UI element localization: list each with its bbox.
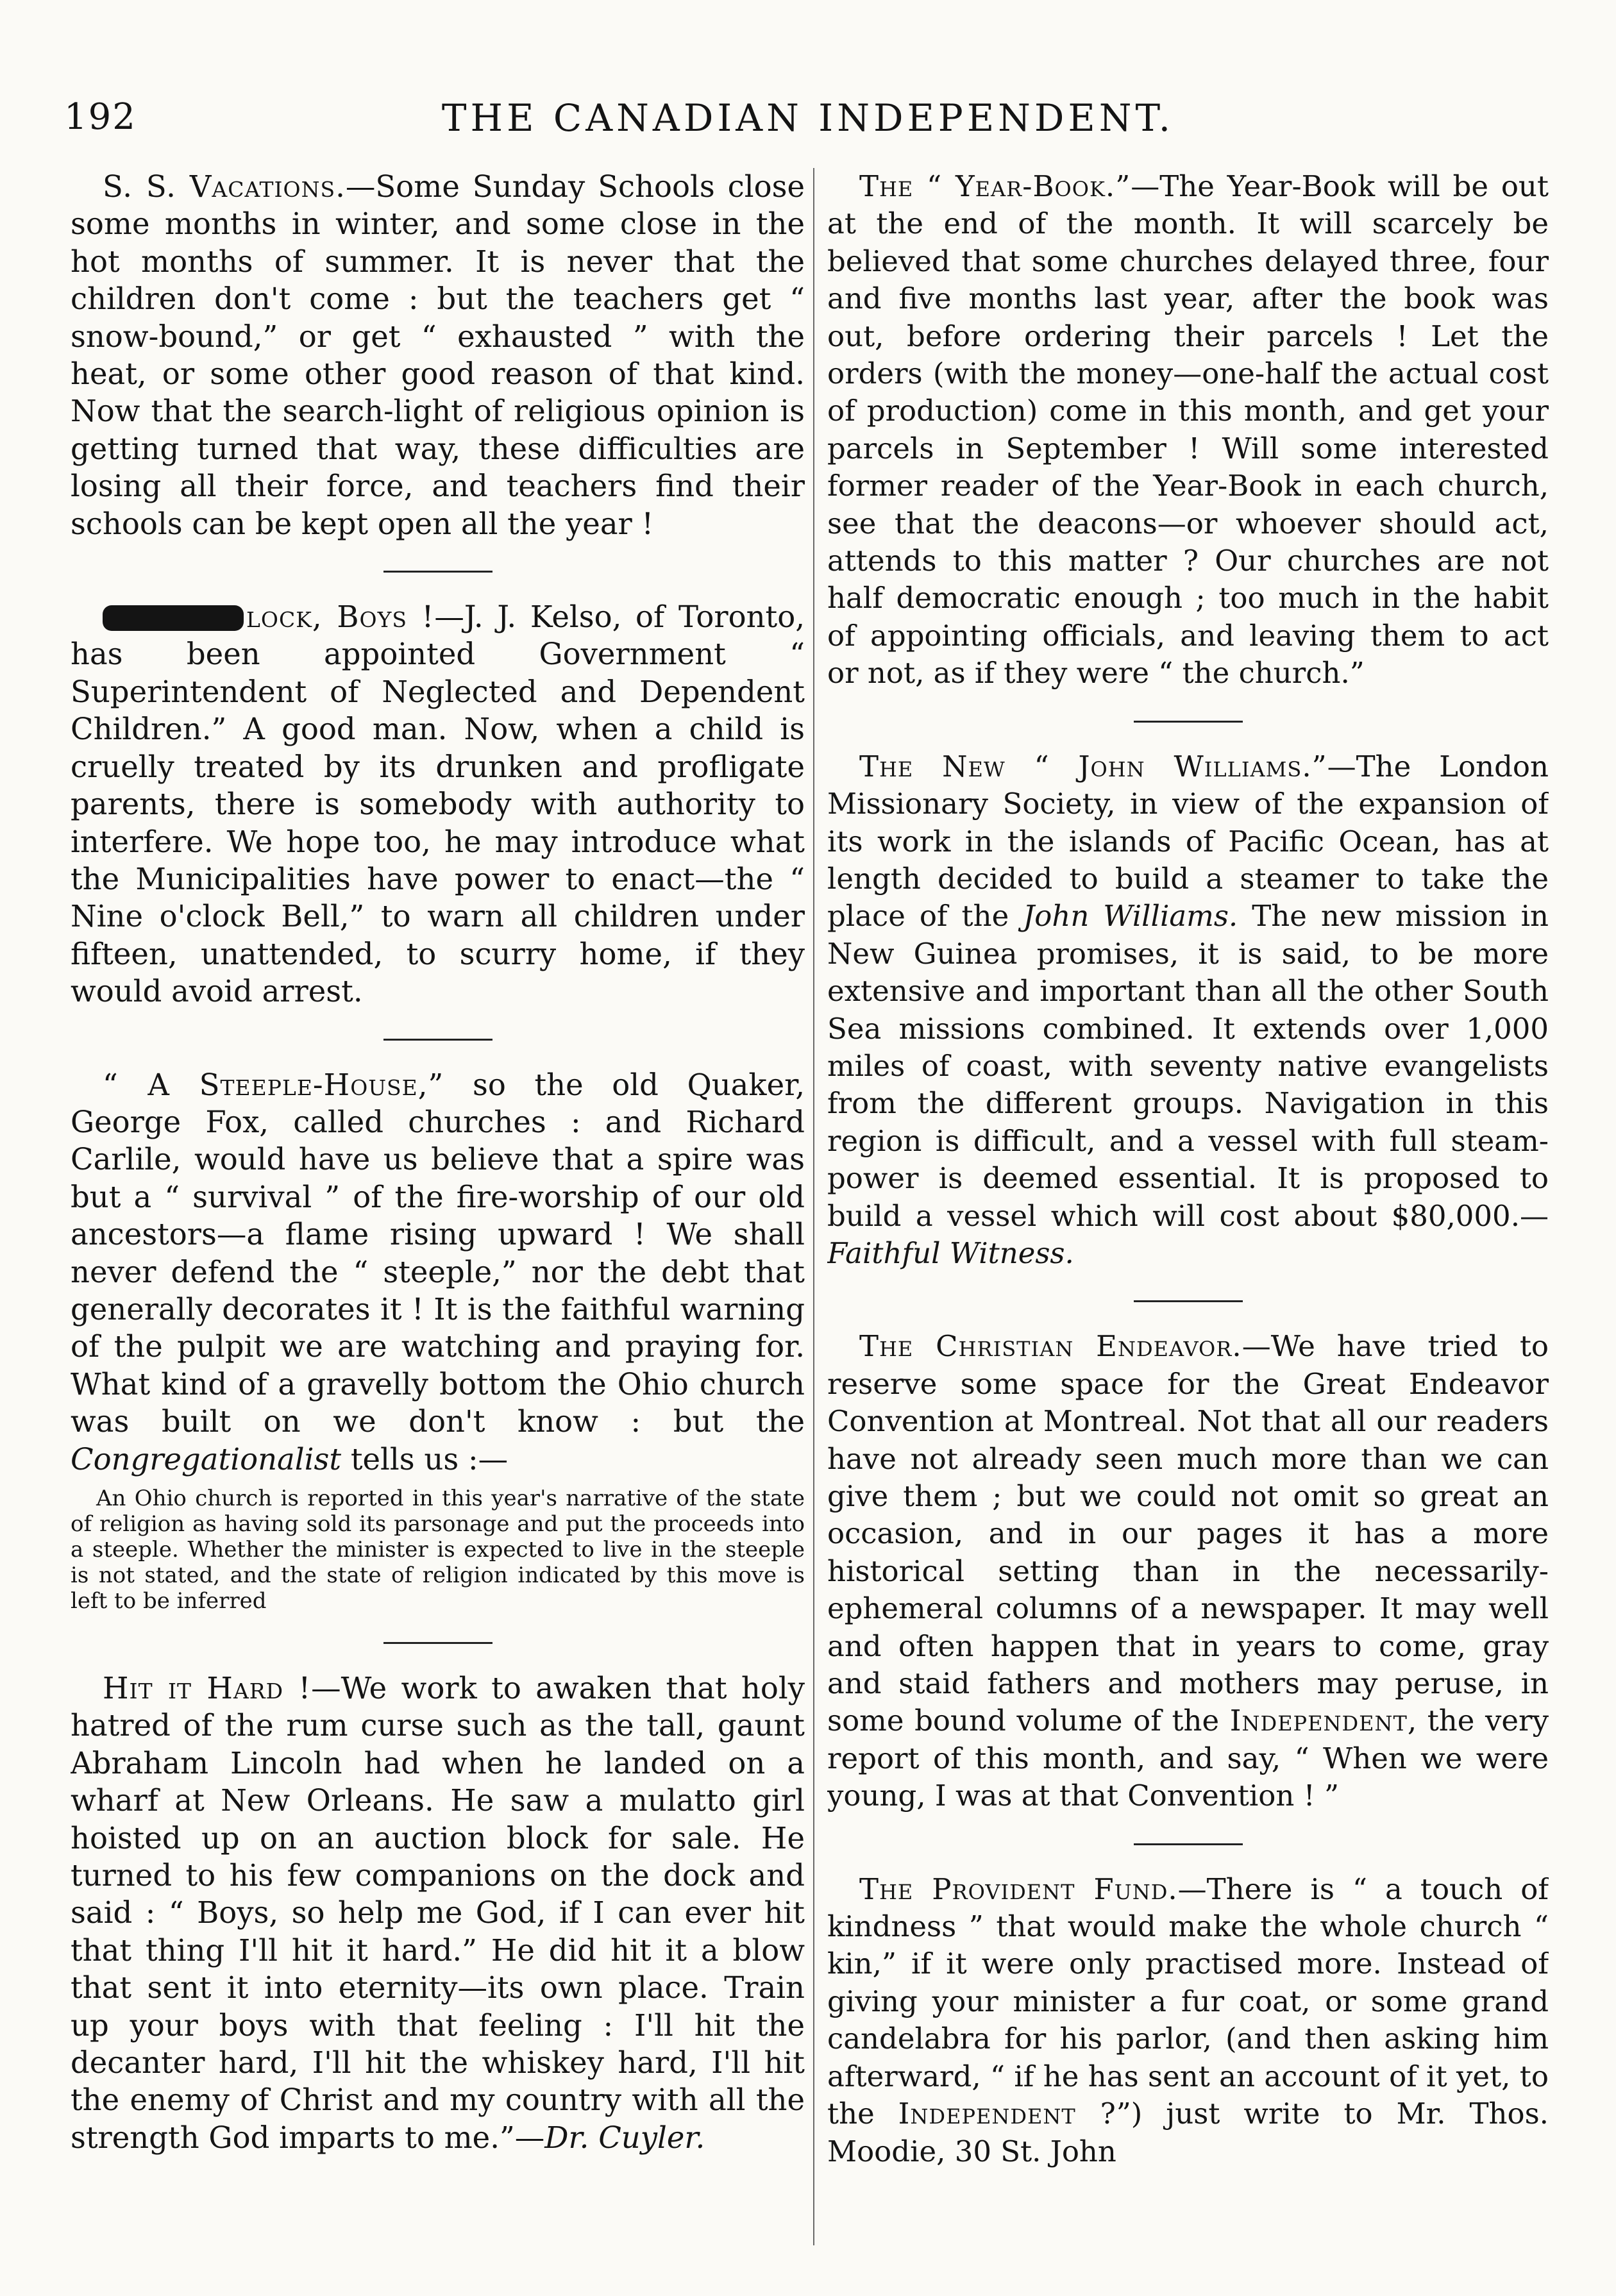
article-body-cont: The new mission in New Guinea promises, it is said, to be more extensive and important than all the other South Sea missions combined. It extends over 1,000 miles of coast, with seventy native evangelists from the different groups. Navigation in this region is difficult, and a vessel with full steam-power is deemed essential. It is proposed to build a vessel which will cost about $80,000.— (827, 899, 1549, 1233)
running-title: THE CANADIAN INDEPENDENT. (441, 96, 1175, 140)
article-heading: Hit it Hard ! (103, 1671, 312, 1705)
article-heading: lock, Boys ! (246, 599, 435, 635)
author: Dr. Cuyler. (544, 2120, 705, 2155)
source-title: Congregationalist (71, 1441, 342, 1477)
ink-blot (103, 605, 244, 631)
article-christian-endeavor (827, 1328, 1549, 1814)
article-heading: S. S. Vacations. (103, 169, 346, 204)
section-rule (383, 571, 492, 573)
section-rule (1134, 1300, 1243, 1302)
article-body: so the old Quaker, George Fox, called churches : and Richard Carlile, would have us believe that a spire was but a “ survival ” of the fire-worship of our old ancestors—a flame rising upward ! We shall never defend the “ steeple,” nor the debt that generally decorates it ! It is the faithful warning of the pulpit we are watching and praying for. What kind of a gravelly bottom the Ohio church was built on we don't know : but the (71, 1067, 805, 1439)
article-body: —We work to awaken that holy hatred of the rum curse such as the tall, gaunt Abraham Lincoln had when he landed on a wharf at New Orleans. He saw a mulatto girl hoisted up on an auction block for sale. He turned to his few companions on the dock and said : “ Boys, so help me God, if I can ever hit that thing I'll hit it hard.” He did hit it a blow that sent it into eternity—its own place. Train up your boys with that feeling : I'll hit the decanter hard, I'll hit the whiskey hard, I'll hit the enemy of Christ and my country with all the strength God imparts to me.”— (71, 1671, 805, 2155)
article-steeple-house (71, 1066, 805, 1478)
article-heading: The Christian Endeavor. (859, 1329, 1242, 1364)
block-quote: An Ohio church is reported in this year's narrative of the state of religion as having sold its parsonage and put the proceeds into a steeple. Whether the minister is expected to live in the steeple is not stated, and the state of religion indicated by this move is left to be inferred (71, 1486, 805, 1614)
article-body: —The London Missionary Society, in view of the expansion of its work in the islands of Pacific Ocean, has at length decided to build a steamer to take the place of the (827, 749, 1549, 934)
article-body: —There is “ a touch of kindness ” that would make the whole church “ kin,” if it were only practised more. Instead of giving your minister a fur coat, or some grand candelabra for his parlor, (and then asking him afterward, “ if he has sent an account of it yet, to the (827, 1872, 1549, 2131)
article-ss-vacations (71, 168, 805, 542)
article-body: —We have tried to reserve some space for the Great Endeavor Convention at Montreal. Not that all our readers have not already seen much more than we can give them ; but we could not omit so great an occasion, and in our pages it has a more historical setting than in the necessarily-ephemeral columns of a newspaper. It may well and often happen that in years to come, gray and staid fathers and mothers may peruse, in some bound volume of the (827, 1329, 1549, 1738)
article-year-book (827, 168, 1549, 692)
left-column (71, 168, 805, 2245)
article-heading: “ A Steeple-House,” (103, 1067, 444, 1102)
article-heading: The Provident Fund. (859, 1872, 1178, 1906)
column-divider (813, 168, 814, 2245)
source-title: Faithful Witness. (827, 1236, 1074, 1270)
ship-name: John Williams. (1023, 899, 1238, 934)
page-number: 192 (64, 96, 137, 138)
right-column (827, 168, 1549, 2245)
article-body: —The Year-Book will be out at the end of the month. It will scarcely be believed that some churches delayed three, four and five months last year, after the book was out, before ordering their parcels ! Let the orders (with the money—one-half the actual cost of production) come in this month, and get your parcels in September ! Will some interested former reader of the Year-Book in each church, see that the deacons—or whoever should act, attends to this matter ? Our churches are not half democratic enough ; too much in the habit of appointing officials, and leaving them to act or not, as if they were “ the church.” (827, 169, 1549, 691)
paper-name: Independent (1229, 1704, 1408, 1738)
article-body: —J. J. Kelso, of Toronto, has been appointed Government “ Superintendent of Neglected and Dependent Children.” A good man. Now, when a child is cruelly treated by its drunken and profligate parents, there is somebody with authority to interfere. We hope too, he may introduce what the Municipalities have power to enact—the “ Nine o'clock Bell,” to warn all children under fifteen, unattended, to scurry home, if they would avoid arrest. (71, 599, 805, 1009)
section-rule (383, 1039, 492, 1041)
article-hit-it-hard (71, 1670, 805, 2156)
article-john-williams (827, 748, 1549, 1273)
page-header (0, 96, 1616, 141)
article-body-cont: ”) just write to Mr. Thos. Moodie, 30 St. John (827, 2097, 1549, 2168)
article-body-tail: tells us :— (341, 1441, 509, 1477)
section-rule (1134, 721, 1243, 723)
article-nine-oclock (71, 598, 805, 1010)
section-rule (1134, 1843, 1243, 1845)
section-rule (383, 1642, 492, 1644)
paper-name: Independent ? (898, 2097, 1116, 2131)
article-provident-fund (827, 1871, 1549, 2170)
article-body: —Some Sunday Schools close some months in winter, and some close in the hot months of summer. It is never that the children don't come : but the teachers get “ snow-bound,” or get “ exhausted ” with the heat, or some other good reason of that kind. Now that the search-light of religious opinion is getting turned that way, these difficulties are losing all their force, and teachers find their schools can be kept open all the year ! (71, 169, 805, 541)
article-heading: The New “ John Williams.” (859, 749, 1327, 783)
article-heading: The “ Year-Book.” (859, 169, 1131, 203)
article-body-cont: , the very report of this month, and say, “ When we were young, I was at that Convention ! ” (827, 1704, 1549, 1813)
